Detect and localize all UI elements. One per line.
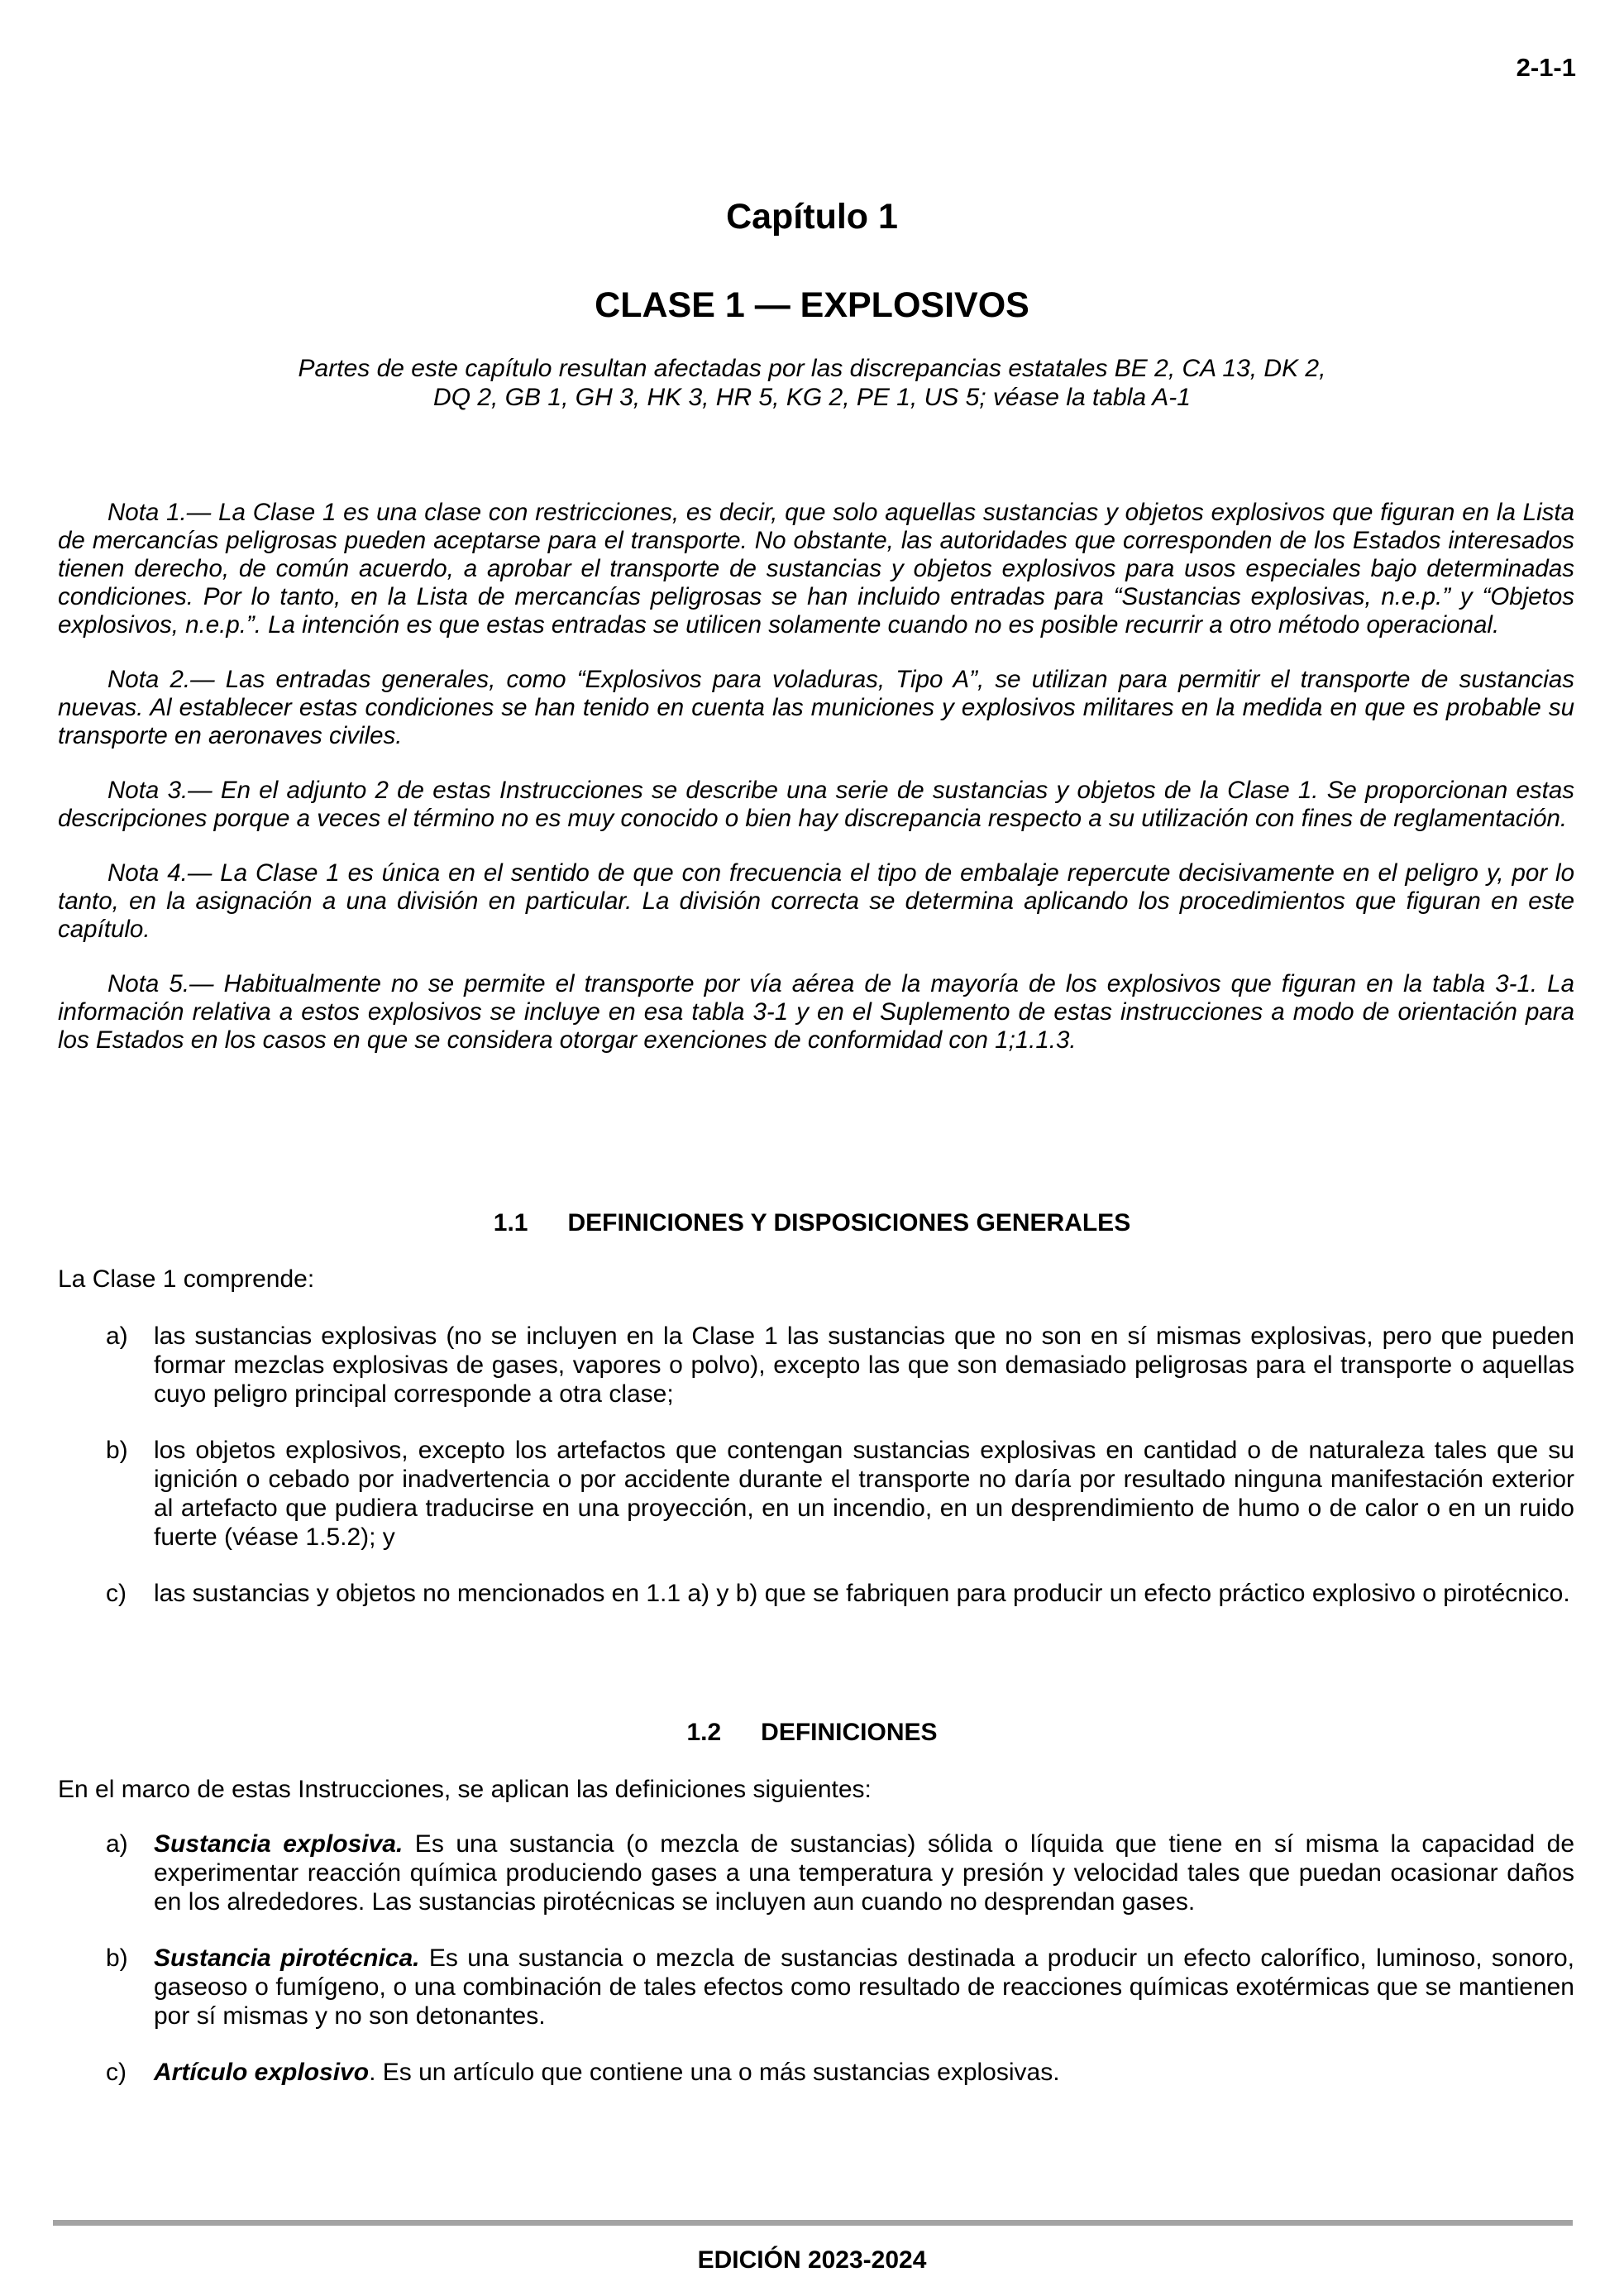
list-item-letter: b)	[106, 1437, 128, 1464]
note-1: Nota 1.— La Clase 1 es una clase con restricciones, es decir, que solo aquellas sustancias y objetos explosivos que figuran en la Lista de mercancías peligrosas pueden aceptarse para el transporte. No obstante, las autoridades que corresponden de los Estados interesados tienen derecho, de común acuerdo, a aprobar el transporte de sustancias y objetos explosivos para usos especiales bajo determinadas condiciones. Por lo tanto, en la Lista de mercancías peligrosas se han incluido entradas para “Sustancias explosivas, n.e.p.” y “Objetos explosivos, n.e.p.”. La intención es que estas entradas se utilicen solamente cuando no es posible recurrir a otro método operacional.	[58, 499, 1574, 639]
class-title: CLASE 1 — EXPLOSIVOS	[595, 285, 1029, 325]
discrepancy-line: Partes de este capítulo resultan afectadas por las discrepancias estatales BE 2, CA 13, DK 2,	[298, 355, 1326, 382]
note-4: Nota 4.— La Clase 1 es única en el sentido de que con frecuencia el tipo de embalaje repercute decisivamente en el peligro y, por lo tanto, en la asignación a una división en particular. La división correcta se determina aplicando los procedimientos que figuran en este capítulo.	[58, 859, 1574, 943]
discrepancy-line: DQ 2, GB 1, GH 3, HK 3, HR 5, KG 2, PE 1, US 5; véase la tabla A-1	[433, 384, 1191, 411]
definition-text	[154, 2058, 1574, 2087]
list-item	[58, 1436, 1574, 1552]
section-1-2-list	[58, 1830, 1574, 2114]
list-item-text: las sustancias explosivas (no se incluyen en la Clase 1 las sustancias que no son en sí mismas explosivas, pero que pueden formar mezclas explosivas de gases, vapores o polvo), excepto las que son demasiado peligrosas para el transporte o aquellas cuyo peligro principal corresponde a otra clase;	[154, 1323, 1574, 1408]
definition-item	[58, 2058, 1574, 2087]
definition-body: . Es un artículo que contiene una o más sustancias explosivas.	[369, 2059, 1060, 2086]
list-item	[58, 1322, 1574, 1409]
page-number: 2-1-1	[1516, 53, 1576, 82]
list-item-text: los objetos explosivos, excepto los artefactos que contengan sustancias explosivas en cantidad o de naturaleza tales que su ignición o cebado por inadvertencia o por accidente durante el transporte no daría por resultado ninguna manifestación exterior al artefacto que pudiera traducirse en una proyección, en un incendio, en un desprendimiento de humo o de calor o en un ruido fuerte (véase 1.5.2); y	[154, 1437, 1574, 1551]
section-1-2-intro: En el marco de estas Instrucciones, se aplican las definiciones siguientes:	[58, 1776, 872, 1803]
note-2: Nota 2.— Las entradas generales, como “Explosivos para voladuras, Tipo A”, se utilizan para permitir el transporte de sustancias nuevas. Al establecer estas condiciones se han tenido en cuenta las municiones y explosivos militares en la medida en que es probable su transporte en aeronaves civiles.	[58, 666, 1574, 749]
section-title: DEFINICIONES Y DISPOSICIONES GENERALES	[567, 1209, 1131, 1236]
section-1-1-list	[58, 1322, 1574, 1635]
definition-body: Es una sustancia o mezcla de sustancias destinada a producir un efecto calorífico, luminoso, sonoro, gaseoso o fumígeno, o una combinación de tales efectos como resultado de reacciones químicas exotérmicas que se mantienen por sí mismas y no son detonantes.	[154, 1944, 1574, 2030]
definition-text	[154, 1944, 1574, 2031]
footer-divider	[53, 2220, 1573, 2226]
section-number: 1.1	[493, 1209, 528, 1236]
section-title: DEFINICIONES	[761, 1719, 938, 1746]
list-item-text: las sustancias y objetos no mencionados en 1.1 a) y b) que se fabriquen para producir un efecto práctico explosivo o pirotécnico.	[154, 1580, 1570, 1607]
footer-edition: EDICIÓN 2023-2024	[697, 2246, 927, 2274]
list-item-letter: a)	[106, 1830, 128, 1858]
list-item-letter: b)	[106, 1944, 128, 1972]
list-item-letter: a)	[106, 1323, 128, 1350]
list-item	[58, 1579, 1574, 1608]
discrepancy-note	[0, 354, 1624, 412]
note-5: Nota 5.— Habitualmente no se permite el transporte por vía aérea de la mayoría de los explosivos que figuran en la tabla 3-1. La información relativa a estos explosivos se incluye en esa tabla 3-1 y en el Suplemento de estas instrucciones a modo de orientación para los Estados en los casos en que se considera otorgar exenciones de conformidad con 1;1.1.3.	[58, 970, 1574, 1054]
section-heading-1-1	[0, 1209, 1624, 1237]
list-item-letter: c)	[106, 1580, 127, 1607]
definition-term: Sustancia pirotécnica.	[154, 1944, 420, 1972]
definition-item	[58, 1830, 1574, 1916]
definition-term: Sustancia explosiva.	[154, 1830, 404, 1858]
section-number: 1.2	[686, 1719, 722, 1746]
definition-item	[58, 1944, 1574, 2031]
section-1-1-intro: La Clase 1 comprende:	[58, 1265, 315, 1293]
chapter-title: Capítulo 1	[726, 197, 898, 237]
definition-text	[154, 1830, 1574, 1916]
notes-block	[58, 499, 1574, 1081]
list-item-letter: c)	[106, 2059, 127, 2086]
definition-term: Artículo explosivo	[154, 2059, 370, 2086]
note-3: Nota 3.— En el adjunto 2 de estas Instrucciones se describe una serie de sustancias y objetos de la Clase 1. Se proporcionan estas descripciones porque a veces el término no es muy conocido o bien hay discrepancia respecto a su utilización con fines de reglamentación.	[58, 777, 1574, 832]
section-heading-1-2	[0, 1719, 1624, 1747]
definition-body: Es una sustancia (o mezcla de sustancias) sólida o líquida que tiene en sí misma la capacidad de experimentar reacción química produciendo gases a una temperatura y presión y velocidad tales que puedan ocasionar daños en los alrededores. Las sustancias pirotécnicas se incluyen aun cuando no desprendan gases.	[154, 1830, 1575, 1916]
